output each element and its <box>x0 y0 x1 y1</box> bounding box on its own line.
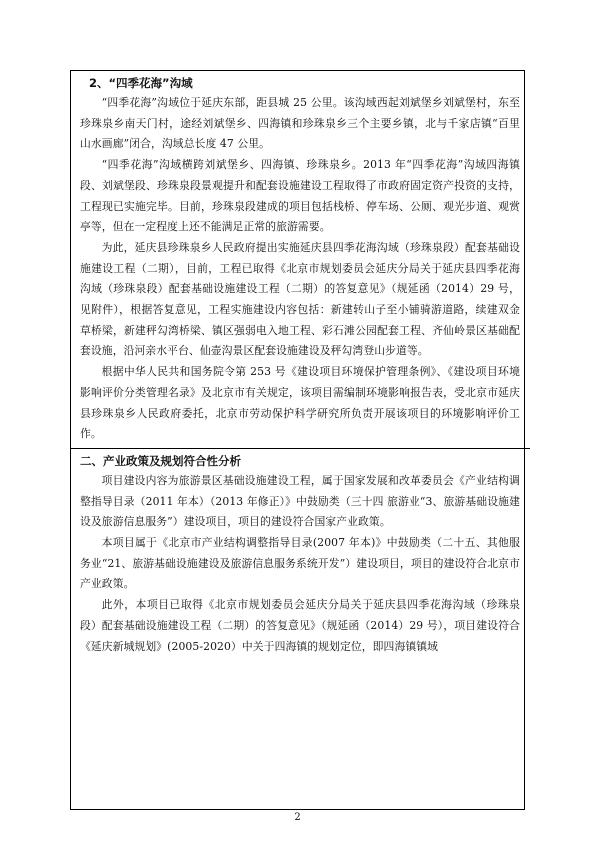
section-2-heading: 二、产业政策及规划符合性分析 <box>80 453 241 468</box>
page-content <box>80 72 520 657</box>
paragraph: “四季花海”沟域横跨刘斌堡乡、四海镇、珍珠泉乡。2013 年“四季花海”沟域四海镇段、刘斌堡段、珍珠泉段景观提升和配套设施建设工程取得了市政府固定资产投资的支持，工程现已实施完毕。目前，珍珠泉段建成的项目包括栈桥、停车场、公厕、观光步道、观赏亭等，但在一定程度上还不能满足正常的旅游需要。 <box>80 158 520 234</box>
page-number: 2 <box>294 812 301 823</box>
paragraph: 项目建设内容为旅游景区基础设施建设工程，属于国家发展和改革委员会《产业结构调整指导目录（2011 年本）（2013 年修正）》中鼓励类（三十四 旅游业“3、旅游基础设施建设及旅游信息服务”）建设项目，项目的建设符合国家产业政策。 <box>80 473 520 529</box>
paragraph: 本项目属于《北京市产业结构调整指导目录(2007 年本)》中鼓励类（二十五、其他服务业“21、旅游基础设施建设及旅游信息服务系统开发”）建设项目，项目的建设符合北京市产业政策。 <box>80 536 520 591</box>
section-1-heading: 2、“四季花海”沟域 <box>89 76 193 90</box>
paragraph: “四季花海”沟域位于延庆东部，距县城 25 公里。该沟域西起刘斌堡乡刘斌堡村，东至珍珠泉乡南天门村，途经刘斌堡乡、四海镇和珍珠泉乡三个主要乡镇，北与千家店镇“百里山水画廊”闭合，沟域总长度 47 公里。 <box>80 96 520 151</box>
paragraph: 根据中华人民共和国务院令第 253 号《建设项目环境保护管理条例》、《建设项目环境影响评价分类管理名录》及北京市有关规定，该项目需编制环境影响报告表，受北京市延庆县珍珠泉乡人民政府委托，北京市劳动保护科学研究所负责开展该项目的环境影响评价工作。 <box>80 365 520 441</box>
section-divider <box>70 448 530 449</box>
paragraph: 此外，本项目已取得《北京市规划委员会延庆分局关于延庆县四季花海沟域（珍珠泉段）配套基础设施建设工程（二期）的答复意见》（规延函（2014）29 号），项目建设符合《延庆新城规划》(2005-2020）中关于四海镇的规划定位，即四海镇镇域 <box>80 598 520 653</box>
paragraph: 为此，延庆县珍珠泉乡人民政府提出实施延庆县四季花海沟域（珍珠泉段）配套基础设施建设工程（二期），目前，工程已取得《北京市规划委员会延庆分局关于延庆县四季花海沟域（珍珠泉段）配套基础设施建设工程（二期）的答复意见》（规延函（2014）29 号，见附件），根据答复意见，工程实施建设内容包括：新建转山子至小铺骑游道路，续建双金草桥梁，新建秤勾湾桥梁、镇区强弱电入地工程、彩石滩公园配套工程、齐仙岭景区基础配套设施，沿河亲水平台、仙壶沟景区配套设施建设及秤勾湾登山步道等。 <box>80 240 520 358</box>
